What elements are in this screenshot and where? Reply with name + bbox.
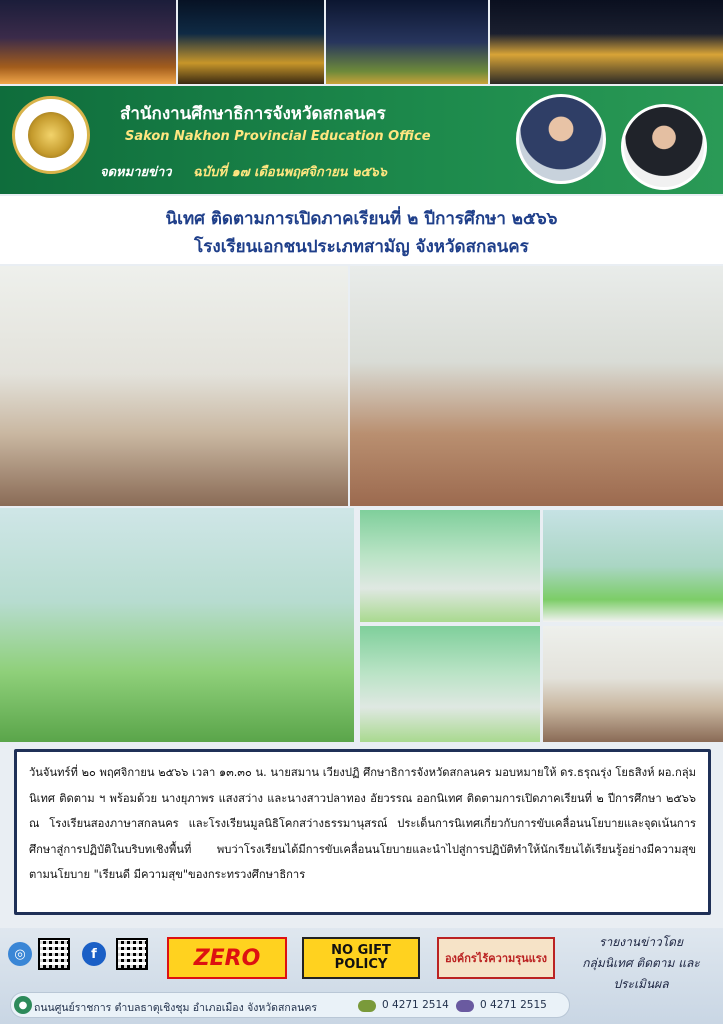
portrait-official-2 (621, 104, 707, 190)
article-title-line2: โรงเรียนเอกชนประเภทสามัญ จังหวัดสกลนคร (194, 237, 529, 257)
photo-lantern-festival (490, 0, 723, 84)
phone-icon (358, 1000, 376, 1012)
photo-meeting-room-2 (350, 266, 723, 506)
article-title-line1: นิเทศ ติดตามการเปิดภาคเรียนที่ ๒ ปีการศึกษา ๒๕๖๖ (165, 209, 558, 229)
fax-icon (456, 1000, 474, 1012)
no-gift-policy-badge (302, 937, 420, 979)
photo-classroom-3 (543, 510, 723, 622)
photo-classroom-meeting (0, 508, 354, 742)
qr-code-facebook (116, 938, 148, 970)
photo-portrait-gallery (326, 0, 488, 84)
portrait-official-1 (516, 94, 606, 184)
photo-classroom-5 (543, 626, 723, 742)
globe-icon[interactable]: ◎ (8, 942, 32, 966)
report-line2: กลุ่มนิเทศ ติดตาม และ (582, 956, 700, 970)
no-gift-line2: POLICY (334, 957, 388, 972)
no-gift-line1: NO GIFT (331, 943, 391, 958)
article-body-box (14, 749, 711, 915)
photo-temple-night (0, 0, 176, 84)
emblem-icon (28, 112, 74, 158)
anti-violence-badge: องค์กรไร้ความรุนแรง (437, 937, 555, 979)
report-credit (571, 932, 711, 995)
org-name-en: Sakon Nakhon Provincial Education Office (125, 129, 431, 144)
photo-pagoda (178, 0, 324, 84)
article-body: วันจันทร์ที่ ๒๐ พฤศจิกายน ๒๕๖๖ เวลา ๑๓.๓๐ น. นายสมาน เวียงปฏิ ศึกษาธิการจังหวัดสกลนคร มอบหมายให้ ดร.ธรุณรุ่ง โยธสิงห์ ผอ.กลุ่มนิเทศ ติดตาม ฯ พร้อมด้วย นางยุภาพร แสงสว่าง และนางสาวปลาทอง อัยวรรณ ออกนิเทศ ติดตามการเปิดภาคเรียนที่ ๒ ปีการศึกษา ๒๕๖๖ ณ โรงเรียนสองภาษาสกลนคร และโรงเรียนมูลนิธิโคกสว่างธรรมานุสรณ์ ประเด็นการนิเทศเกี่ยวกับการขับเคลื่อนนโยบายและจุดเน้นการศึกษาสู่การปฏิบัติในบริบทเชิงพื้นที่ พบว่าโรงเรียนได้มีการขับเคลื่อนนโยบายและนำไปสู่การปฏิบัติทำให้นักเรียนได้เรียนรู้อย่างมีความสุข ตามนโยบาย "เรียนดี มีความสุข"ของกระทรวงศึกษาธิการ (29, 766, 696, 881)
address-text: ถนนศูนย์ราชการ ตำบลธาตุเชิงชุม อำเภอเมือง จังหวัดสกลนคร (34, 1002, 318, 1014)
zero-tolerance-badge: ZERO (167, 937, 287, 979)
phone-number-2[interactable]: 0 4271 2515 (480, 999, 547, 1011)
facebook-icon[interactable]: f (82, 942, 106, 966)
newsletter-label: จดหมายข่าว (100, 165, 172, 180)
office-logo (12, 96, 90, 174)
issue-number: ฉบับที่ ๑๗ เดือนพฤศจิกายน ๒๕๖๖ (193, 165, 388, 180)
report-line1: รายงานข่าวโดย (599, 935, 683, 949)
photo-classroom-4 (360, 626, 540, 742)
phone-number-1[interactable]: 0 4271 2514 (382, 999, 449, 1011)
report-line3: ประเมินผล (613, 977, 669, 991)
photo-meeting-room-1 (0, 266, 348, 506)
photo-classroom-2 (360, 510, 540, 622)
org-name-th: สำนักงานศึกษาธิการจังหวัดสกลนคร (120, 104, 386, 124)
location-icon: ● (14, 996, 32, 1014)
qr-code-website (38, 938, 70, 970)
